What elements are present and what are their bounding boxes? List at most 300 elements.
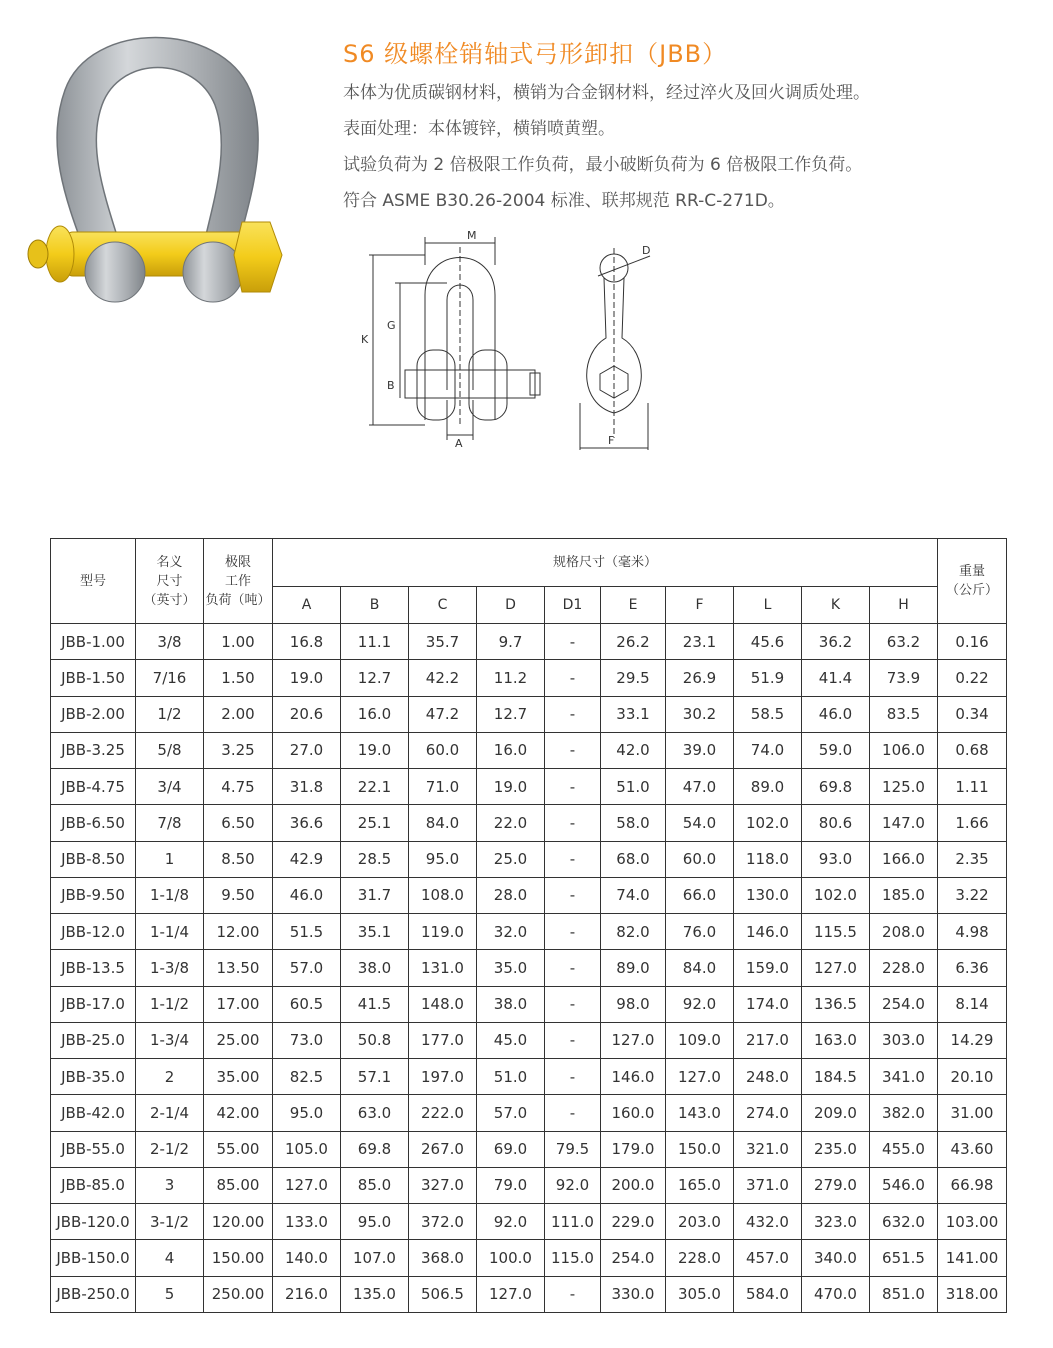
table-cell: 146.0 <box>734 914 802 950</box>
table-cell: 150.0 <box>666 1131 734 1167</box>
table-cell: 6.36 <box>938 950 1007 986</box>
table-cell: 3.25 <box>204 732 273 768</box>
table-cell: 84.0 <box>409 805 477 841</box>
table-cell: 1.66 <box>938 805 1007 841</box>
table-cell: JBB-4.75 <box>51 769 136 805</box>
table-cell: 382.0 <box>870 1095 938 1131</box>
table-cell: 179.0 <box>601 1131 666 1167</box>
table-cell: - <box>545 624 601 660</box>
table-cell: 17.00 <box>204 986 273 1022</box>
table-cell: 83.5 <box>870 696 938 732</box>
dim-label-a: A <box>455 437 463 450</box>
header-working-load <box>204 539 273 624</box>
table-cell: 55.00 <box>204 1131 273 1167</box>
table-cell: 73.9 <box>870 660 938 696</box>
table-cell: JBB-17.0 <box>51 986 136 1022</box>
table-cell: 36.6 <box>273 805 341 841</box>
table-cell: 38.0 <box>341 950 409 986</box>
table-cell: 130.0 <box>734 877 802 913</box>
dim-label-b: B <box>387 379 395 392</box>
table-cell: 7/8 <box>136 805 204 841</box>
table-cell: 3/4 <box>136 769 204 805</box>
table-cell: 208.0 <box>870 914 938 950</box>
table-row <box>51 877 1007 913</box>
table-cell: 60.0 <box>409 732 477 768</box>
table-cell: 31.8 <box>273 769 341 805</box>
table-cell: 254.0 <box>870 986 938 1022</box>
table-cell: 4.75 <box>204 769 273 805</box>
table-cell: 35.1 <box>341 914 409 950</box>
table-cell: 25.0 <box>477 841 545 877</box>
table-cell: 16.0 <box>341 696 409 732</box>
table-cell: 203.0 <box>666 1204 734 1240</box>
table-cell: 74.0 <box>734 732 802 768</box>
table-cell: - <box>545 950 601 986</box>
table-cell: 13.50 <box>204 950 273 986</box>
dim-label-k: K <box>361 333 369 346</box>
header-load-line: 负荷（吨） <box>205 592 271 608</box>
table-cell: 57.0 <box>477 1095 545 1131</box>
table-cell: 36.2 <box>802 624 870 660</box>
table-cell: 89.0 <box>601 950 666 986</box>
table-cell: 92.0 <box>545 1167 601 1203</box>
table-cell: 228.0 <box>870 950 938 986</box>
table-cell: 457.0 <box>734 1240 802 1276</box>
table-cell: 5 <box>136 1276 204 1313</box>
side-view-diagram <box>570 238 670 458</box>
header-weight-line: 重量 <box>959 564 986 579</box>
table-cell: 228.0 <box>666 1240 734 1276</box>
header-spec-dimensions: 规格尺寸（毫米） <box>273 539 938 587</box>
table-row <box>51 1240 1007 1276</box>
table-cell: - <box>545 769 601 805</box>
table-cell: 12.7 <box>477 696 545 732</box>
table-cell: 35.00 <box>204 1059 273 1095</box>
table-cell: 9.50 <box>204 877 273 913</box>
table-cell: 136.5 <box>802 986 870 1022</box>
table-cell: 26.2 <box>601 624 666 660</box>
table-cell: 19.0 <box>273 660 341 696</box>
table-cell: 222.0 <box>409 1095 477 1131</box>
header-weight-line: （公斤） <box>946 583 999 598</box>
table-cell: - <box>545 986 601 1022</box>
table-cell: 103.00 <box>938 1204 1007 1240</box>
table-cell: JBB-250.0 <box>51 1276 136 1313</box>
table-row <box>51 1131 1007 1167</box>
table-cell: 92.0 <box>666 986 734 1022</box>
table-cell: 209.0 <box>802 1095 870 1131</box>
table-row <box>51 1276 1007 1313</box>
table-cell: - <box>545 732 601 768</box>
table-cell: 0.34 <box>938 696 1007 732</box>
table-cell: 185.0 <box>870 877 938 913</box>
table-cell: 250.00 <box>204 1276 273 1313</box>
table-cell: 22.0 <box>477 805 545 841</box>
table-cell: 16.8 <box>273 624 341 660</box>
table-cell: 51.5 <box>273 914 341 950</box>
table-cell: 584.0 <box>734 1276 802 1313</box>
table-cell: 11.1 <box>341 624 409 660</box>
table-cell: 46.0 <box>273 877 341 913</box>
table-cell: 11.2 <box>477 660 545 696</box>
table-cell: 0.22 <box>938 660 1007 696</box>
table-cell: 102.0 <box>734 805 802 841</box>
table-cell: 2 <box>136 1059 204 1095</box>
table-cell: 98.0 <box>601 986 666 1022</box>
table-cell: 32.0 <box>477 914 545 950</box>
table-cell: 45.0 <box>477 1022 545 1058</box>
table-cell: 79.0 <box>477 1167 545 1203</box>
table-cell: 58.5 <box>734 696 802 732</box>
table-cell: JBB-55.0 <box>51 1131 136 1167</box>
table-cell: JBB-25.0 <box>51 1022 136 1058</box>
table-cell: JBB-12.0 <box>51 914 136 950</box>
table-cell: 63.0 <box>341 1095 409 1131</box>
table-cell: 115.5 <box>802 914 870 950</box>
table-cell: 368.0 <box>409 1240 477 1276</box>
table-cell: 43.60 <box>938 1131 1007 1167</box>
table-cell: 35.0 <box>477 950 545 986</box>
table-cell: 133.0 <box>273 1204 341 1240</box>
table-cell: 47.2 <box>409 696 477 732</box>
table-cell: 7/16 <box>136 660 204 696</box>
table-cell: 27.0 <box>273 732 341 768</box>
table-cell: 340.0 <box>802 1240 870 1276</box>
table-cell: 1 <box>136 841 204 877</box>
table-cell: 29.5 <box>601 660 666 696</box>
table-cell: 127.0 <box>666 1059 734 1095</box>
dim-label-f: F <box>608 434 615 447</box>
header-dim-f: F <box>666 587 734 624</box>
table-cell: JBB-150.0 <box>51 1240 136 1276</box>
table-cell: 68.0 <box>601 841 666 877</box>
table-cell: 119.0 <box>409 914 477 950</box>
table-cell: 160.0 <box>601 1095 666 1131</box>
table-cell: 1.50 <box>204 660 273 696</box>
header-load-line: 工作 <box>224 573 251 589</box>
table-cell: 45.6 <box>734 624 802 660</box>
table-cell: 102.0 <box>802 877 870 913</box>
table-cell: 100.0 <box>477 1240 545 1276</box>
table-cell: 217.0 <box>734 1022 802 1058</box>
table-cell: 57.0 <box>273 950 341 986</box>
table-row <box>51 624 1007 660</box>
table-cell: 118.0 <box>734 841 802 877</box>
table-cell: - <box>545 877 601 913</box>
table-cell: 4 <box>136 1240 204 1276</box>
header-dim-c: C <box>409 587 477 624</box>
table-cell: JBB-120.0 <box>51 1204 136 1240</box>
table-cell: 455.0 <box>870 1131 938 1167</box>
table-cell: - <box>545 841 601 877</box>
dim-label-m: M <box>467 229 477 242</box>
table-cell: - <box>545 805 601 841</box>
table-cell: 19.0 <box>477 769 545 805</box>
description-line: 符合 ASME B30.26-2004 标准、联邦规范 RR-C-271D。 <box>343 191 785 211</box>
table-cell: 59.0 <box>802 732 870 768</box>
table-cell: 66.98 <box>938 1167 1007 1203</box>
table-cell: 33.1 <box>601 696 666 732</box>
table-cell: 131.0 <box>409 950 477 986</box>
table-cell: 197.0 <box>409 1059 477 1095</box>
table-cell: 1-1/8 <box>136 877 204 913</box>
table-cell: 106.0 <box>870 732 938 768</box>
table-cell: 127.0 <box>273 1167 341 1203</box>
table-cell: 147.0 <box>870 805 938 841</box>
table-cell: 2-1/4 <box>136 1095 204 1131</box>
table-cell: 6.50 <box>204 805 273 841</box>
table-cell: JBB-8.50 <box>51 841 136 877</box>
table-cell: 141.00 <box>938 1240 1007 1276</box>
table-cell: 506.5 <box>409 1276 477 1313</box>
table-cell: 93.0 <box>802 841 870 877</box>
table-cell: 8.50 <box>204 841 273 877</box>
table-cell: 107.0 <box>341 1240 409 1276</box>
table-cell: 248.0 <box>734 1059 802 1095</box>
table-cell: 1-1/2 <box>136 986 204 1022</box>
table-cell: 50.8 <box>341 1022 409 1058</box>
table-cell: 148.0 <box>409 986 477 1022</box>
table-cell: - <box>545 914 601 950</box>
table-cell: JBB-1.00 <box>51 624 136 660</box>
table-cell: 327.0 <box>409 1167 477 1203</box>
table-cell: 25.1 <box>341 805 409 841</box>
table-cell: 2.35 <box>938 841 1007 877</box>
table-cell: 51.0 <box>477 1059 545 1095</box>
table-cell: 73.0 <box>273 1022 341 1058</box>
table-cell: 1-3/8 <box>136 950 204 986</box>
table-cell: 38.0 <box>477 986 545 1022</box>
table-cell: 39.0 <box>666 732 734 768</box>
table-cell: 85.0 <box>341 1167 409 1203</box>
table-row <box>51 950 1007 986</box>
table-cell: 60.5 <box>273 986 341 1022</box>
table-cell: 42.2 <box>409 660 477 696</box>
table-cell: 19.0 <box>341 732 409 768</box>
table-cell: 23.1 <box>666 624 734 660</box>
table-cell: 28.0 <box>477 877 545 913</box>
shackle-photo <box>20 10 290 320</box>
table-cell: 108.0 <box>409 877 477 913</box>
table-cell: 254.0 <box>601 1240 666 1276</box>
table-cell: JBB-2.00 <box>51 696 136 732</box>
table-row <box>51 1059 1007 1095</box>
table-cell: JBB-3.25 <box>51 732 136 768</box>
table-cell: 1.00 <box>204 624 273 660</box>
table-cell: 166.0 <box>870 841 938 877</box>
table-cell: 135.0 <box>341 1276 409 1313</box>
table-body <box>51 624 1007 1313</box>
table-cell: 127.0 <box>601 1022 666 1058</box>
table-cell: 111.0 <box>545 1204 601 1240</box>
table-cell: JBB-1.50 <box>51 660 136 696</box>
table-cell: 632.0 <box>870 1204 938 1240</box>
table-cell: 16.0 <box>477 732 545 768</box>
product-title: S6 级螺栓销轴式弓形卸扣（JBB） <box>343 40 728 68</box>
table-row <box>51 1095 1007 1131</box>
table-cell: 2-1/2 <box>136 1131 204 1167</box>
table-cell: 0.68 <box>938 732 1007 768</box>
table-row <box>51 1022 1007 1058</box>
header-nominal-line: 尺寸 <box>156 573 183 589</box>
table-cell: 31.7 <box>341 877 409 913</box>
table-cell: 20.10 <box>938 1059 1007 1095</box>
table-cell: 22.1 <box>341 769 409 805</box>
table-cell: 84.0 <box>666 950 734 986</box>
table-cell: 0.16 <box>938 624 1007 660</box>
header-dim-e: E <box>601 587 666 624</box>
table-cell: 4.98 <box>938 914 1007 950</box>
table-cell: 3.22 <box>938 877 1007 913</box>
table-cell: 321.0 <box>734 1131 802 1167</box>
table-cell: JBB-85.0 <box>51 1167 136 1203</box>
table-cell: 305.0 <box>666 1276 734 1313</box>
table-cell: 146.0 <box>601 1059 666 1095</box>
table-cell: JBB-6.50 <box>51 805 136 841</box>
table-cell: 41.5 <box>341 986 409 1022</box>
table-cell: 76.0 <box>666 914 734 950</box>
table-cell: 851.0 <box>870 1276 938 1313</box>
table-cell: 9.7 <box>477 624 545 660</box>
table-cell: 432.0 <box>734 1204 802 1240</box>
table-cell: 3 <box>136 1167 204 1203</box>
table-row <box>51 732 1007 768</box>
table-cell: 54.0 <box>666 805 734 841</box>
table-cell: 12.7 <box>341 660 409 696</box>
header-nominal-line: （英寸） <box>143 592 196 608</box>
table-cell: 143.0 <box>666 1095 734 1131</box>
table-cell: 42.0 <box>601 732 666 768</box>
table-cell: 125.0 <box>870 769 938 805</box>
table-cell: 95.0 <box>341 1204 409 1240</box>
front-view-diagram <box>355 225 570 455</box>
table-cell: 140.0 <box>273 1240 341 1276</box>
table-cell: 216.0 <box>273 1276 341 1313</box>
table-cell: JBB-9.50 <box>51 877 136 913</box>
table-cell: 51.9 <box>734 660 802 696</box>
table-row <box>51 696 1007 732</box>
table-cell: 31.00 <box>938 1095 1007 1131</box>
header-load-line: 极限 <box>224 554 251 570</box>
table-cell: 63.2 <box>870 624 938 660</box>
table-cell: 69.8 <box>341 1131 409 1167</box>
table-row <box>51 805 1007 841</box>
description-line: 试验负荷为 2 倍极限工作负荷，最小破断负荷为 6 倍极限工作负荷。 <box>343 155 863 175</box>
table-cell: 82.0 <box>601 914 666 950</box>
header-dim-b: B <box>341 587 409 624</box>
header-model: 型号 <box>51 539 136 624</box>
table-cell: 82.5 <box>273 1059 341 1095</box>
table-cell: 5/8 <box>136 732 204 768</box>
table-cell: 12.00 <box>204 914 273 950</box>
table-cell: 127.0 <box>477 1276 545 1313</box>
table-cell: JBB-42.0 <box>51 1095 136 1131</box>
table-cell: 371.0 <box>734 1167 802 1203</box>
dim-label-d: D <box>642 244 651 257</box>
table-cell: 85.00 <box>204 1167 273 1203</box>
table-cell: 74.0 <box>601 877 666 913</box>
table-cell: 159.0 <box>734 950 802 986</box>
table-cell: 165.0 <box>666 1167 734 1203</box>
table-cell: 66.0 <box>666 877 734 913</box>
table-cell: 46.0 <box>802 696 870 732</box>
table-cell: - <box>545 1022 601 1058</box>
table-cell: 651.5 <box>870 1240 938 1276</box>
table-cell: - <box>545 1059 601 1095</box>
table-cell: 229.0 <box>601 1204 666 1240</box>
table-cell: 470.0 <box>802 1276 870 1313</box>
header-weight <box>938 539 1007 624</box>
table-cell: 14.29 <box>938 1022 1007 1058</box>
table-cell: 60.0 <box>666 841 734 877</box>
table-cell: 115.0 <box>545 1240 601 1276</box>
table-cell: 279.0 <box>802 1167 870 1203</box>
table-cell: 1-3/4 <box>136 1022 204 1058</box>
table-cell: JBB-13.5 <box>51 950 136 986</box>
table-row <box>51 914 1007 950</box>
table-cell: JBB-35.0 <box>51 1059 136 1095</box>
table-row <box>51 841 1007 877</box>
table-cell: 25.00 <box>204 1022 273 1058</box>
table-cell: 174.0 <box>734 986 802 1022</box>
table-cell: 235.0 <box>802 1131 870 1167</box>
table-cell: - <box>545 1095 601 1131</box>
table-cell: 200.0 <box>601 1167 666 1203</box>
table-cell: 69.8 <box>802 769 870 805</box>
table-cell: 47.0 <box>666 769 734 805</box>
table-cell: - <box>545 1276 601 1313</box>
table-cell: 1-1/4 <box>136 914 204 950</box>
table-cell: 69.0 <box>477 1131 545 1167</box>
table-cell: 274.0 <box>734 1095 802 1131</box>
table-cell: 120.00 <box>204 1204 273 1240</box>
header-dim-l: L <box>734 587 802 624</box>
table-cell: 546.0 <box>870 1167 938 1203</box>
table-cell: 267.0 <box>409 1131 477 1167</box>
table-cell: 323.0 <box>802 1204 870 1240</box>
table-cell: 28.5 <box>341 841 409 877</box>
table-cell: 1/2 <box>136 696 204 732</box>
table-cell: 95.0 <box>409 841 477 877</box>
table-cell: 80.6 <box>802 805 870 841</box>
table-cell: 109.0 <box>666 1022 734 1058</box>
table-cell: 58.0 <box>601 805 666 841</box>
header-dim-a: A <box>273 587 341 624</box>
table-cell: 3/8 <box>136 624 204 660</box>
table-cell: 150.00 <box>204 1240 273 1276</box>
table-cell: 42.00 <box>204 1095 273 1131</box>
table-cell: 318.00 <box>938 1276 1007 1313</box>
header-dim-h: H <box>870 587 938 624</box>
header-dim-d1: D1 <box>545 587 601 624</box>
table-cell: 3-1/2 <box>136 1204 204 1240</box>
table-cell: 163.0 <box>802 1022 870 1058</box>
table-cell: 35.7 <box>409 624 477 660</box>
table-cell: 372.0 <box>409 1204 477 1240</box>
table-cell: 2.00 <box>204 696 273 732</box>
table-cell: 177.0 <box>409 1022 477 1058</box>
table-cell: 71.0 <box>409 769 477 805</box>
table-cell: 92.0 <box>477 1204 545 1240</box>
table-cell: 26.9 <box>666 660 734 696</box>
description-line: 表面处理：本体镀锌，横销喷黄塑。 <box>343 119 615 139</box>
table-cell: 89.0 <box>734 769 802 805</box>
table-cell: 330.0 <box>601 1276 666 1313</box>
table-row <box>51 1204 1007 1240</box>
dim-label-g: G <box>387 319 396 332</box>
header-dim-k: K <box>802 587 870 624</box>
table-cell: 41.4 <box>802 660 870 696</box>
